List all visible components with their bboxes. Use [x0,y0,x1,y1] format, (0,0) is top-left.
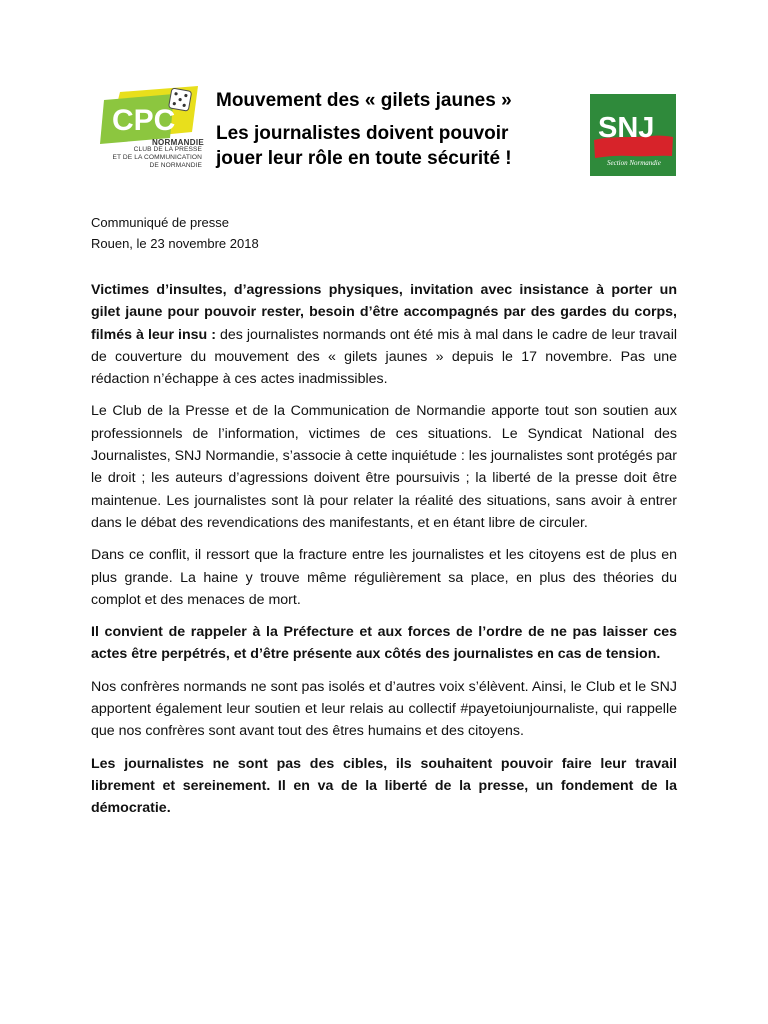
paragraph-4: Il convient de rappeler à la Préfecture et aux forces de l’ordre de ne pas laisser ces actes être perpétrés, et d’être présente aux côtés des journalistes en cas de tension. [91,624,677,663]
paragraph-2: Le Club de la Presse et de la Communication de Normandie apporte tout son soutien aux professionnels de l’information, victimes de ces situations. Le Syndicat National des Journalistes, SNJ Normandie, s’associe à cette inquiétude : les journalistes sont protégés par le droit ; les auteurs d’agressions doivent être poursuivis ; la liberté de la presse doit être maintenue. Les journalistes sont là pour relater la réalité des situations, sans avoir à entrer dans le débat des revendications des manifestants, et en étant libre de circuler. [91,403,677,531]
cpc-logo-region: NORMANDIE [151,138,204,147]
snj-normandie-logo [590,94,676,176]
paragraph-5: Nos confrères normands ne sont pas isolés et d’autres voix s’élèvent. Ainsi, le Club et le SNJ apportent également leur soutien et leur relais au collectif #payetoiunjournaliste, qui rappelle que nos confrères sont avant tout des êtres humains et des citoyens. [91,678,677,740]
paragraph-1 [91,279,677,390]
place-and-date: Rouen, le 23 novembre 2018 [91,236,259,251]
cpc-subtitle-line: CLUB DE LA PRESSE [133,146,202,153]
document-title: Mouvement des « gilets jaunes » [216,90,512,111]
cpc-subtitle-line: ET DE LA COMMUNICATION [112,154,202,161]
document-meta [91,212,259,254]
document-header [216,88,576,171]
document-subtitle-line-1: Les journalistes doivent pouvoir [216,123,509,144]
cpc-logo-subtitle [106,146,202,170]
document-subtitle-line-2: jouer leur rôle en toute sécurité ! [216,148,512,169]
paragraph-3: Dans ce conflit, il ressort que la fracture entre les journalistes et les citoyens est de plus en plus grande. La haine y trouve même régulièrement sa place, en plus des théories du complot et des menaces de mort. [91,547,677,608]
paragraph-1-text: des journalistes normands ont été mis à mal dans le cadre de leur travail de couverture du mouvement des « gilets jaunes » depuis le 17 novembre. Pas une rédaction n’échappe à ces actes inadmissibles. [91,326,678,388]
cpc-subtitle-line: DE NORMANDIE [149,162,202,169]
paragraph-1-lead: Victimes d’insultes, d’agressions physiques, invitation avec insistance à porter un gilet jaune pour pouvoir rester, besoin d’être accompagnés par des gardes du corps, filmés à leur insu : [91,282,677,343]
snj-logo-section: Section Normandie [607,159,661,167]
document-type: Communiqué de presse [91,215,230,230]
document-body [91,279,677,820]
cpc-logo-initials: CPC [112,104,176,137]
paragraph-6: Les journalistes ne sont pas des cibles, ils souhaitent pouvoir faire leur travail librement et sereinement. Il en va de la liberté de la presse, un fondement de la démocratie. [91,755,677,817]
snj-logo-initials: SNJ [598,112,655,144]
cpc-normandie-logo [100,86,206,186]
snj-logo-graphic [590,94,676,176]
